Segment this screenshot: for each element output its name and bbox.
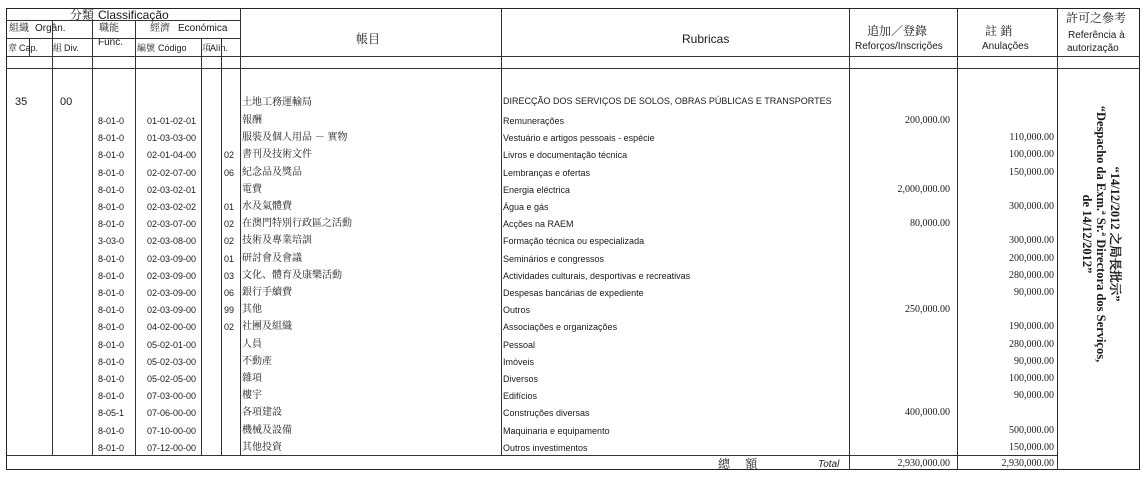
header-classification-zh: 分類 — [70, 8, 95, 22]
header-organ-pt: Orgân. — [35, 23, 66, 34]
row-func: 8-05-1 — [98, 408, 125, 418]
row-anulacoes: 300,000.00 — [1009, 201, 1054, 212]
row-code: 07-03-00-00 — [147, 391, 197, 401]
header-rubric-zh: 帳目 — [356, 32, 381, 46]
header-anulacoes-zh: 註 銷 — [985, 24, 1013, 38]
header-cap-zh: 章 — [8, 43, 18, 53]
row-anulacoes: 100,000.00 — [1009, 373, 1054, 384]
row-func: 8-01-0 — [98, 305, 125, 315]
header-reforcos-zh: 追加／登錄 — [867, 24, 928, 38]
header-cap-pt: Cap. — [19, 43, 39, 53]
row-rubric-zh: 不動產 — [242, 356, 272, 367]
row-code: 02-03-08-00 — [147, 236, 197, 246]
header-func-zh: 職能 — [99, 23, 119, 34]
row-rubric-pt: Lembranças e ofertas — [503, 168, 591, 178]
authorization-line1: “14/12/2012 之局長批示” — [1108, 166, 1122, 302]
row-code: 01-03-03-00 — [147, 133, 197, 143]
row-rubric-pt: Outros — [503, 305, 531, 315]
row-alin: 02 — [224, 150, 235, 160]
row-rubric-pt: Seminários e congressos — [503, 254, 605, 264]
row-func: 8-01-0 — [98, 357, 125, 367]
header-ref-pt1: Referência à — [1068, 30, 1125, 41]
row-func: 3-03-0 — [98, 236, 125, 246]
row-anulacoes: 280,000.00 — [1009, 270, 1054, 281]
row-rubric-zh: 其他投資 — [242, 442, 282, 453]
row-rubric-pt: Edifícios — [503, 391, 538, 401]
row-rubric-zh: 報酬 — [242, 115, 262, 126]
row-code: 02-01-04-00 — [147, 150, 197, 160]
row-rubric-pt: Construções diversas — [503, 408, 590, 418]
row-rubric-pt: Imóveis — [503, 357, 535, 367]
row-code: 02-03-02-01 — [147, 185, 197, 195]
row-anulacoes: 150,000.00 — [1009, 442, 1054, 453]
entity-cap: 35 — [15, 96, 28, 108]
row-reforcos: 250,000.00 — [905, 304, 950, 315]
row-rubric-pt: Energia eléctrica — [503, 185, 571, 195]
row-rubric-zh: 研討會及會議 — [242, 253, 302, 264]
row-rubric-zh: 其他 — [242, 304, 262, 315]
row-rubric-pt: Actividades culturais, desportivas e recreativas — [503, 271, 691, 281]
row-func: 8-01-0 — [98, 219, 125, 229]
row-func: 8-01-0 — [98, 202, 125, 212]
header-reforcos-pt: Reforços/Inscrições — [855, 41, 943, 52]
row-code: 01-01-02-01 — [147, 116, 197, 126]
row-rubric-pt: Maquinaria e equipamento — [503, 426, 610, 436]
row-func: 8-01-0 — [98, 185, 125, 195]
row-code: 05-02-05-00 — [147, 374, 197, 384]
row-rubric-pt: Remunerações — [503, 116, 565, 126]
row-alin: 06 — [224, 168, 235, 178]
row-rubric-zh: 服裝及個人用品 － 實物 — [242, 132, 348, 143]
header-alin-pt: Alín. — [210, 43, 229, 53]
row-alin: 99 — [224, 305, 235, 315]
row-rubric-pt: Despesas bancárias de expediente — [503, 288, 644, 298]
row-code: 02-03-09-00 — [147, 254, 197, 264]
row-anulacoes: 200,000.00 — [1009, 253, 1054, 264]
row-rubric-pt: Diversos — [503, 374, 539, 384]
header-econ-pt: Económica — [178, 23, 228, 34]
row-func: 8-01-0 — [98, 340, 125, 350]
header-classification-pt: Classificação — [98, 8, 169, 22]
row-code: 07-06-00-00 — [147, 408, 197, 418]
row-func: 8-01-0 — [98, 116, 125, 126]
row-anulacoes: 90,000.00 — [1014, 356, 1054, 367]
header-codigo-pt: Código — [158, 43, 187, 53]
row-reforcos: 200,000.00 — [905, 115, 950, 126]
header-anulacoes-pt: Anulações — [982, 41, 1029, 52]
row-rubric-zh: 文化、體育及康樂活動 — [242, 270, 342, 281]
row-anulacoes: 190,000.00 — [1009, 321, 1054, 332]
row-rubric-pt: Pessoal — [503, 340, 536, 350]
header-econ-zh: 經濟 — [150, 23, 170, 34]
header-codigo-zh: 編號 — [137, 43, 156, 53]
row-rubric-pt: Acções na RAEM — [503, 219, 574, 229]
row-func: 8-01-0 — [98, 426, 125, 436]
row-rubric-zh: 社團及組織 — [242, 321, 292, 332]
row-reforcos: 2,000,000.00 — [897, 184, 950, 195]
row-alin: 03 — [224, 271, 235, 281]
row-anulacoes: 90,000.00 — [1014, 390, 1054, 401]
row-rubric-zh: 雜項 — [242, 373, 262, 384]
row-reforcos: 80,000.00 — [910, 218, 950, 229]
header-alin-zh: 項 — [202, 43, 212, 53]
row-func: 8-01-0 — [98, 271, 125, 281]
row-anulacoes: 90,000.00 — [1014, 287, 1054, 298]
row-code: 02-03-09-00 — [147, 271, 197, 281]
row-rubric-zh: 在澳門特別行政區之活動 — [242, 218, 352, 229]
row-rubric-zh: 書刊及技術文件 — [242, 149, 312, 160]
header-div-pt: Div. — [64, 43, 79, 53]
total-label-zh: 總 額 — [718, 457, 764, 471]
row-alin: 01 — [224, 202, 235, 212]
row-alin: 02 — [224, 236, 235, 246]
row-rubric-zh: 技術及專業培訓 — [242, 235, 312, 246]
header-div-zh: 組 — [53, 43, 63, 53]
row-rubric-pt: Outros investimentos — [503, 443, 588, 453]
row-code: 02-03-07-00 — [147, 219, 197, 229]
row-func: 8-01-0 — [98, 391, 125, 401]
row-rubric-pt: Vestuário e artigos pessoais - espécie — [503, 133, 655, 143]
authorization-line3: de 14/12/2012” — [1080, 194, 1094, 274]
total-anulacoes: 2,930,000.00 — [1001, 458, 1054, 469]
row-rubric-zh: 銀行手續費 — [242, 287, 292, 298]
row-func: 8-01-0 — [98, 133, 125, 143]
row-code: 04-02-00-00 — [147, 322, 197, 332]
row-rubric-zh: 紀念品及獎品 — [242, 167, 302, 178]
row-func: 8-01-0 — [98, 150, 125, 160]
entity-name-pt: DIRECÇÃO DOS SERVIÇOS DE SOLOS, OBRAS PÚBLICAS E TRANSPORTES — [503, 96, 832, 106]
row-func: 8-01-0 — [98, 374, 125, 384]
row-anulacoes: 100,000.00 — [1009, 149, 1054, 160]
row-func: 8-01-0 — [98, 443, 125, 453]
row-rubric-zh: 樓宇 — [242, 390, 262, 401]
row-rubric-pt: Água e gás — [503, 202, 549, 212]
row-code: 05-02-01-00 — [147, 340, 197, 350]
row-reforcos: 400,000.00 — [905, 407, 950, 418]
header-rubric-pt: Rubricas — [682, 32, 730, 46]
row-rubric-zh: 電費 — [242, 184, 262, 195]
row-anulacoes: 280,000.00 — [1009, 339, 1054, 350]
row-code: 02-03-09-00 — [147, 305, 197, 315]
row-func: 8-01-0 — [98, 322, 125, 332]
header-ref-pt2: autorização — [1067, 43, 1119, 54]
row-anulacoes: 500,000.00 — [1009, 425, 1054, 436]
entity-name-zh: 土地工務運輸局 — [242, 97, 312, 108]
row-rubric-zh: 水及氣體費 — [242, 201, 292, 212]
row-alin: 02 — [224, 219, 235, 229]
row-rubric-zh: 人員 — [242, 339, 262, 350]
entity-div: 00 — [60, 96, 73, 108]
header-ref-zh: 許可之參考 — [1066, 11, 1127, 25]
header-func-pt: Func. — [98, 37, 124, 48]
row-rubric-pt: Associações e organizações — [503, 322, 618, 332]
row-rubric-zh: 機械及設備 — [242, 425, 292, 436]
row-alin: 02 — [224, 322, 235, 332]
row-rubric-zh: 各項建設 — [242, 407, 282, 418]
authorization-line2: “Despacho da Exm.ª Sr.ª Directora dos Serviços, — [1094, 105, 1108, 363]
row-func: 8-01-0 — [98, 254, 125, 264]
row-code: 02-03-02-02 — [147, 202, 197, 212]
row-code: 02-03-09-00 — [147, 288, 197, 298]
row-anulacoes: 300,000.00 — [1009, 235, 1054, 246]
row-anulacoes: 150,000.00 — [1009, 167, 1054, 178]
row-rubric-pt: Livros e documentação técnica — [503, 150, 628, 160]
row-rubric-pt: Formação técnica ou especializada — [503, 236, 645, 246]
total-label-pt: Total — [818, 459, 840, 470]
authorization-reference — [1057, 84, 1127, 384]
row-func: 8-01-0 — [98, 288, 125, 298]
row-code: 07-12-00-00 — [147, 443, 197, 453]
row-alin: 06 — [224, 288, 235, 298]
row-code: 07-10-00-00 — [147, 426, 197, 436]
total-reforcos: 2,930,000.00 — [897, 458, 950, 469]
row-code: 02-02-07-00 — [147, 168, 197, 178]
row-func: 8-01-0 — [98, 168, 125, 178]
header-organ-zh: 組織 — [9, 23, 29, 34]
row-code: 05-02-03-00 — [147, 357, 197, 367]
row-alin: 01 — [224, 254, 235, 264]
row-anulacoes: 110,000.00 — [1009, 132, 1054, 143]
